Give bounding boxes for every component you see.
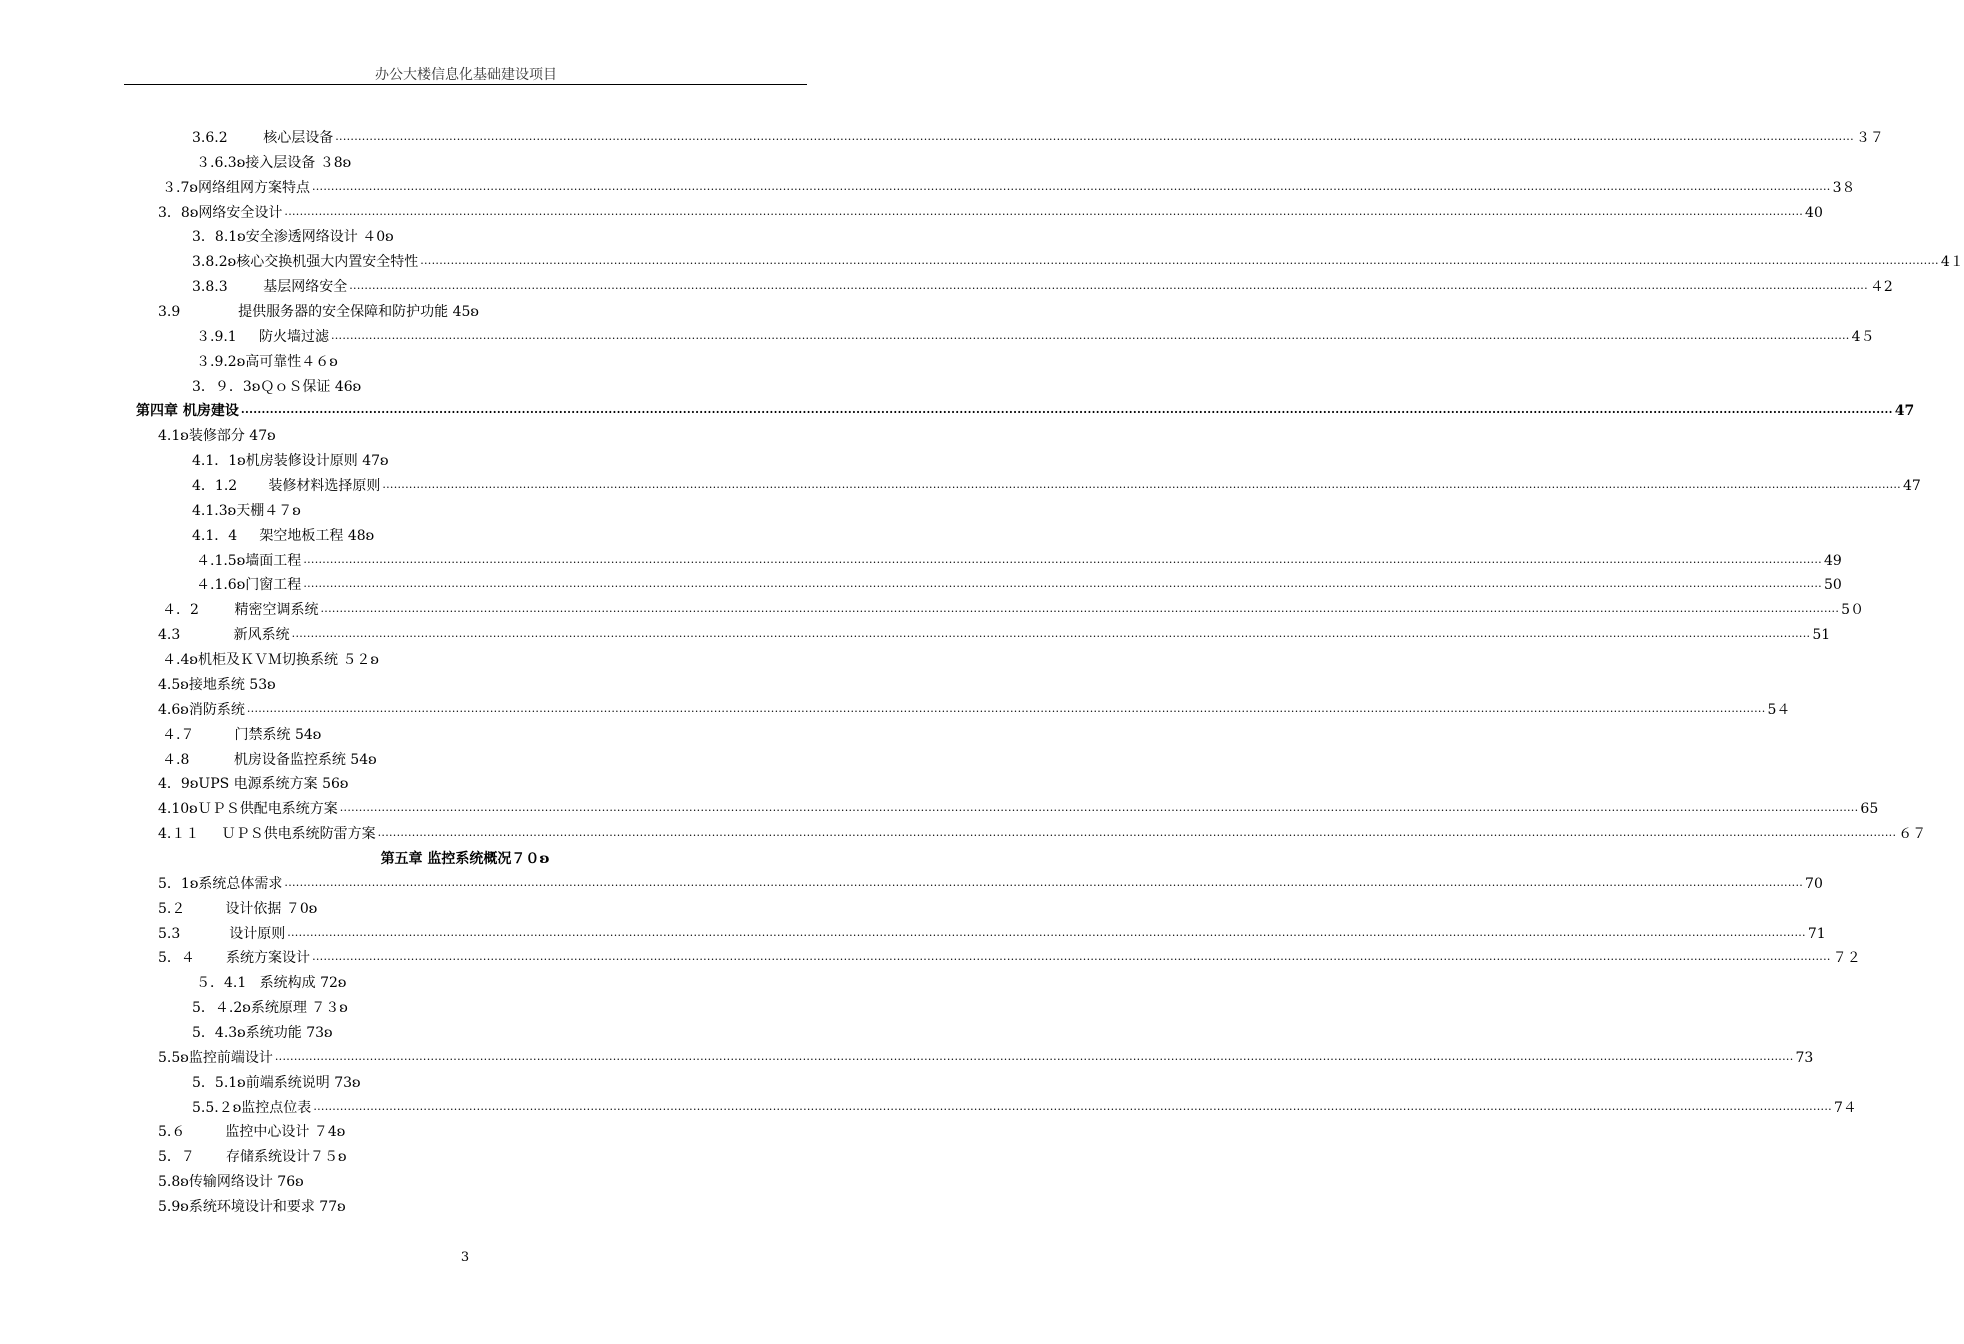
toc-entry-label: ４.1.5ʚ墙面工程 <box>196 552 302 569</box>
toc-entry[interactable] <box>192 1020 806 1042</box>
toc-entry[interactable] <box>158 622 1831 644</box>
toc-entry-page: 65 <box>1860 801 1879 818</box>
toc-dot-leader: ................................................................................................................................................................................................................................................................................................................................................................................................................ <box>330 328 1850 342</box>
toc-dot-leader: ................................................................................................................................................................................................................................................................................................................................................................................................................ <box>287 925 1806 939</box>
toc-dot-leader: ................................................................................................................................................................................................................................................................................................................................................................................................................ <box>349 279 1868 293</box>
toc-entry-label: 4.10ʚＵＰＳ供配电系统方案 <box>158 801 338 818</box>
toc-entry-label: ４.７ 门禁系统 54ʚ <box>162 726 322 743</box>
toc-entry[interactable] <box>192 224 806 246</box>
toc-entry-label: 3．９．3ʚＱｏＳ保证 46ʚ <box>192 378 362 395</box>
toc-entry[interactable] <box>196 970 806 992</box>
toc-entry[interactable] <box>158 771 806 793</box>
toc-entry[interactable] <box>158 697 1791 719</box>
toc-dot-leader: ................................................................................................................................................................................................................................................................................................................................................................................................................ <box>335 130 1854 143</box>
toc-entry-label: 第四章 机房建设 <box>136 403 239 420</box>
toc-entry-label: 5.5ʚ监控前端设计 <box>158 1049 273 1066</box>
toc-entry-label: 4.3 新风系统 <box>158 627 290 644</box>
toc-entry[interactable] <box>162 722 806 744</box>
toc-entry-page: 4５ <box>1851 328 1875 345</box>
toc-entry-page: 70 <box>1805 875 1823 892</box>
toc-entry-label: 4.１１ ＵＰＳ供电系统防雷方案 <box>158 826 376 843</box>
toc-entry-label: ４．2 精密空调系统 <box>162 602 319 619</box>
toc-entry-page: 5０ <box>1841 602 1865 619</box>
toc-entry-label: 5.3 设计原则 <box>158 925 286 942</box>
toc-entry-page: 50 <box>1823 577 1842 594</box>
toc-entry-label: 3．8ʚ网络安全设计 <box>158 204 283 221</box>
toc-entry-label: 5．４ 系统方案设计 <box>158 950 311 967</box>
toc-entry-label: 5．1ʚ系统总体需求 <box>158 875 283 892</box>
toc-entry-label: 第五章 监控系统概况７０ʚ <box>380 850 550 867</box>
toc-entry[interactable] <box>162 647 806 669</box>
toc-entry-page: ３７ <box>1855 130 1884 146</box>
toc-dot-leader: ................................................................................................................................................................................................................................................................................................................................................................................................................ <box>377 826 1897 840</box>
toc-dot-leader: ................................................................................................................................................................................................................................................................................................................................................................................................................ <box>312 950 1831 964</box>
toc-entry-page: 47 <box>1902 478 1921 495</box>
page-header-title: 办公大楼信息化基础建设项目 <box>375 67 557 83</box>
toc-entry[interactable] <box>192 125 1884 147</box>
toc-entry[interactable] <box>158 200 1823 222</box>
toc-entry-label: 5.６ 监控中心设计 ７4ʚ <box>158 1124 346 1141</box>
toc-entry[interactable] <box>158 1119 806 1141</box>
toc-entry-label: ４.1.6ʚ门窗工程 <box>196 577 302 594</box>
toc-entry[interactable] <box>0 846 930 868</box>
toc-dot-leader: ................................................................................................................................................................................................................................................................................................................................................................................................................ <box>420 254 1939 268</box>
toc-entry-label: 5.5.２ʚ监控点位表 <box>192 1099 312 1116</box>
toc-entry[interactable] <box>158 945 1861 967</box>
toc-entry[interactable] <box>158 921 1826 943</box>
toc-entry[interactable] <box>192 498 806 520</box>
toc-dot-leader: ................................................................................................................................................................................................................................................................................................................................................................................................................ <box>382 478 1901 492</box>
toc-entry-page: 73 <box>1795 1049 1814 1066</box>
toc-entry-page: ４2 <box>1869 279 1893 296</box>
toc-entry[interactable] <box>158 1144 806 1166</box>
toc-entry-label: 4.1ʚ装修部分 47ʚ <box>158 428 276 445</box>
toc-entry-page: ７２ <box>1832 950 1861 967</box>
toc-entry-label: 5.２ 设计依据 ７0ʚ <box>158 900 318 917</box>
toc-entry[interactable] <box>196 572 1842 594</box>
toc-entry-label: 4．1.2 装修材料选择原则 <box>192 478 381 495</box>
toc-dot-leader: ................................................................................................................................................................................................................................................................................................................................................................................................................ <box>303 577 1822 591</box>
toc-dot-leader: ................................................................................................................................................................................................................................................................................................................................................................................................................ <box>240 403 1893 417</box>
toc-entry-label: 5.8ʚ传输网络设计 76ʚ <box>158 1174 304 1191</box>
toc-entry-label: 5．７ 存储系统设计７５ʚ <box>158 1149 347 1166</box>
toc-entry[interactable] <box>192 374 806 396</box>
toc-entry[interactable] <box>158 896 806 918</box>
toc-entry[interactable] <box>196 349 806 371</box>
toc-entry-label: ４.4ʚ机柜及ＫＶＭ切换系统 ５２ʚ <box>162 652 379 669</box>
toc-entry-page: 47 <box>1894 403 1915 420</box>
toc-entry-page: 51 <box>1812 627 1831 644</box>
toc-entry-label: 4.6ʚ消防系统 <box>158 701 245 718</box>
toc-entry[interactable] <box>192 523 806 545</box>
toc-entry[interactable] <box>158 821 1927 843</box>
toc-entry[interactable] <box>162 747 806 769</box>
toc-entry[interactable] <box>192 995 806 1017</box>
toc-entry[interactable] <box>158 871 1823 893</box>
toc-entry[interactable] <box>192 274 1893 296</box>
toc-entry[interactable] <box>158 1045 1814 1067</box>
toc-dot-leader: ................................................................................................................................................................................................................................................................................................................................................................................................................ <box>284 204 1804 218</box>
toc-entry-label: 4.1．4 架空地板工程 48ʚ <box>192 527 375 544</box>
toc-dot-leader: ................................................................................................................................................................................................................................................................................................................................................................................................................ <box>303 552 1822 566</box>
toc-dot-leader: ................................................................................................................................................................................................................................................................................................................................................................................................................ <box>291 627 1811 641</box>
toc-entry-label: 3.8.2ʚ核心交换机强大内置安全特性 <box>192 254 419 271</box>
toc-entry[interactable] <box>136 398 1915 420</box>
toc-entry-page: 3８ <box>1832 179 1856 196</box>
toc-entry-label: 3.9 提供服务器的安全保障和防护功能 45ʚ <box>158 304 479 321</box>
toc-entry[interactable] <box>196 150 806 172</box>
toc-entry-label: 4．9ʚUPS 电源系统方案 56ʚ <box>158 776 349 793</box>
toc-entry[interactable] <box>192 1095 1857 1117</box>
toc-dot-leader: ................................................................................................................................................................................................................................................................................................................................................................................................................ <box>320 602 1840 616</box>
toc-entry-page: 40 <box>1805 204 1823 221</box>
toc-entry-label: 3．8.1ʚ安全渗透网络设计 ４0ʚ <box>192 229 394 246</box>
toc-entry[interactable] <box>196 548 1842 570</box>
header-rule <box>124 84 807 85</box>
toc-entry[interactable] <box>158 796 1879 818</box>
toc-entry-label: 3.8.3 基层网络安全 <box>192 279 348 296</box>
toc-dot-leader: ................................................................................................................................................................................................................................................................................................................................................................................................................ <box>339 801 1859 815</box>
toc-entry[interactable] <box>192 473 1921 495</box>
toc-entry-page: 7４ <box>1833 1099 1857 1116</box>
toc-entry-label: 4.1.3ʚ天棚４７ʚ <box>192 502 301 519</box>
toc-entry-label: 3.6.2 核心层设备 <box>192 130 334 146</box>
toc-entry-label: 5．4.3ʚ系统功能 73ʚ <box>192 1024 333 1041</box>
toc-entry-label: 5.9ʚ系统环境设计和要求 77ʚ <box>158 1198 346 1215</box>
toc-entry[interactable] <box>192 249 1964 271</box>
toc-entry-page: 49 <box>1823 552 1842 569</box>
toc-dot-leader: ................................................................................................................................................................................................................................................................................................................................................................................................................ <box>246 701 1766 715</box>
toc-entry-label: ４.8 机房设备监控系统 54ʚ <box>162 751 377 768</box>
toc-entry-label: 4.1．1ʚ机房装修设计原则 47ʚ <box>192 453 389 470</box>
toc-entry-page: 5４ <box>1767 701 1791 718</box>
toc-dot-leader: ................................................................................................................................................................................................................................................................................................................................................................................................................ <box>284 875 1804 889</box>
toc-entry-label: ３.9.1 防火墙过滤 <box>196 328 329 345</box>
toc-entry-label: 4.5ʚ接地系统 53ʚ <box>158 676 276 693</box>
toc-entry[interactable] <box>192 1070 806 1092</box>
toc-dot-leader: ................................................................................................................................................................................................................................................................................................................................................................................................................ <box>311 179 1831 193</box>
toc-entry-label: ３.7ʚ网络组网方案特点 <box>162 179 310 196</box>
toc-entry[interactable] <box>196 324 1875 346</box>
toc-entry-page: ６７ <box>1898 826 1927 843</box>
toc-entry-label: 5．４.2ʚ系统原理 ７３ʚ <box>192 1000 348 1017</box>
toc-entry-label: ３.6.3ʚ接入层设备 ３8ʚ <box>196 154 352 171</box>
toc-entry[interactable] <box>158 1194 806 1216</box>
page-number: 3 <box>460 1250 470 1265</box>
toc-entry-label: ５．4.1 系统构成 72ʚ <box>196 975 347 992</box>
toc-dot-leader: ................................................................................................................................................................................................................................................................................................................................................................................................................ <box>313 1099 1832 1113</box>
toc-entry[interactable] <box>158 423 806 445</box>
toc-entry[interactable] <box>162 175 1856 197</box>
toc-dot-leader: ................................................................................................................................................................................................................................................................................................................................................................................................................ <box>274 1049 1794 1063</box>
toc-entry-page: 71 <box>1807 925 1826 942</box>
toc-entry[interactable] <box>162 597 1865 619</box>
toc-entry[interactable] <box>192 448 806 470</box>
toc-entry[interactable] <box>158 672 806 694</box>
toc-entry-page: 4１ <box>1940 254 1964 271</box>
toc-entry[interactable] <box>158 299 806 321</box>
toc-entry-label: 5．5.1ʚ前端系统说明 73ʚ <box>192 1074 361 1091</box>
toc-entry-label: ３.9.2ʚ高可靠性４６ʚ <box>196 353 338 370</box>
toc-entry[interactable] <box>158 1169 806 1191</box>
